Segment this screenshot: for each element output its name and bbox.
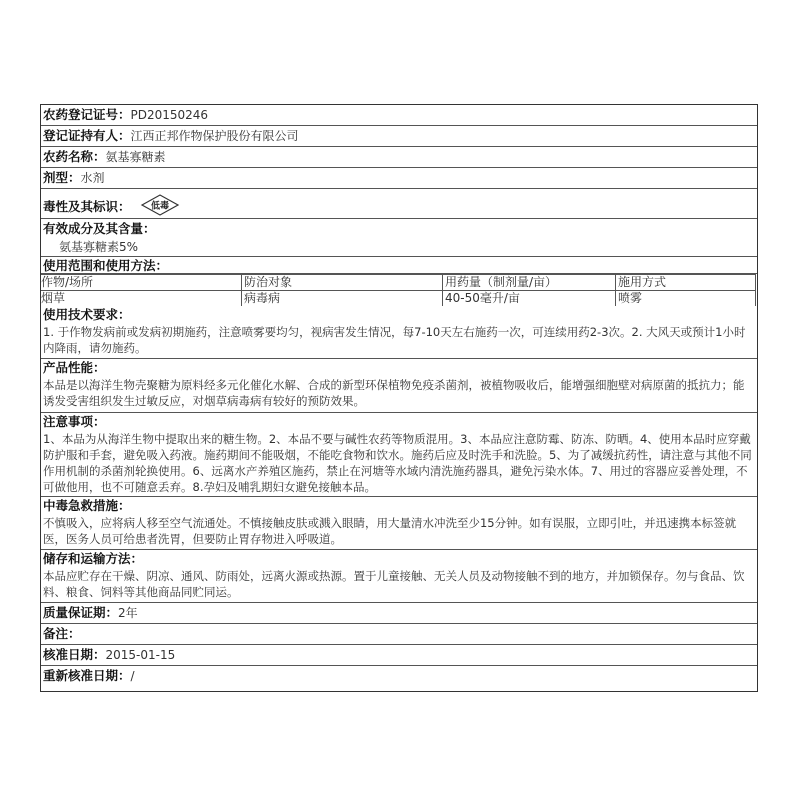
- form-label: 剂型：: [43, 170, 81, 185]
- reapproval-row: [41, 666, 757, 687]
- usage-header-cell: 防治对象: [242, 275, 443, 291]
- reg-no-label: 农药登记证号：: [43, 107, 131, 122]
- remark-row: [41, 624, 757, 645]
- low-toxicity-badge-text: 低毒: [151, 201, 170, 212]
- tech-text: 1. 于作物发病前或发病初期施药，注意喷雾要均匀，视病害发生情况，每7-10天左右施药一次，可连续用药2-3次。2. 大风天或预计1小时内降雨，请勿施药。: [43, 325, 746, 355]
- firstaid-text: 不慎吸入，应将病人移至空气流通处。不慎接触皮肤或溅入眼睛，用大量清水冲洗至少15分钟。如有误服，立即引吐，并迅速携本标签就医，医务人员可给患者洗胃，但要防止胃存物进入呼吸道。: [43, 516, 737, 546]
- ingredient-row: [41, 219, 757, 257]
- usage-table-wrap: [41, 274, 757, 306]
- usage-header-cell: 施用方式: [616, 275, 756, 291]
- approval-label: 核准日期：: [43, 647, 106, 662]
- ingredient-value: 氨基寡糖素5%: [59, 240, 139, 254]
- form-value: 水剂: [80, 171, 105, 185]
- firstaid-label: 中毒急救措施：: [43, 498, 131, 513]
- ingredient-label: 有效成分及其含量：: [43, 221, 156, 236]
- shelf-row: [41, 603, 757, 624]
- reapproval-label: 重新核准日期：: [43, 668, 131, 683]
- performance-label: 产品性能：: [43, 360, 106, 375]
- name-label: 农药名称：: [43, 149, 106, 164]
- usage-table: [41, 274, 756, 306]
- usage-header-row: [41, 275, 756, 291]
- approval-row: [41, 645, 757, 666]
- usage-label-row: [41, 257, 757, 274]
- form-row: [41, 168, 757, 189]
- usage-cell: 40-50毫升/亩: [443, 291, 616, 307]
- name-row: [41, 147, 757, 168]
- notes-label: 注意事项：: [43, 414, 106, 429]
- performance-text: 本品是以海洋生物壳聚糖为原料经多元化催化水解、合成的新型环保植物免疫杀菌剂，被植物吸收后，能增强细胞壁对病原菌的抵抗力；能诱发受害组织发生过敏反应，对烟草病毒病有较好的预防效果。: [43, 378, 745, 408]
- firstaid-section: [41, 497, 757, 550]
- holder-label: 登记证持有人：: [43, 128, 131, 143]
- toxicity-label: 毒性及其标识：: [43, 199, 131, 214]
- table-row: [41, 291, 756, 307]
- notes-text: 1、本品为从海洋生物中提取出来的糖生物。2、本品不要与碱性农药等物质混用。3、本品应注意防霉、防冻、防晒。4、使用本品时应穿戴防护服和手套，避免吸入药液。施药期间不能吸烟，不能吃食物和饮水。施药后应及时洗手和洗脸。5、为了减缓抗药性，请注意与其他不同作用机制的杀菌剂轮换使用。6、远离水产养殖区施药，禁止在河塘等水域内清洗施药器具，避免污染水体。7、用过的容器应妥善处理，不可做他用，也不可随意丢弃。8.孕妇及哺乳期妇女避免接触本品。: [43, 432, 752, 494]
- usage-header-cell: 用药量（制剂量/亩）: [443, 275, 616, 291]
- name-value: 氨基寡糖素: [105, 150, 166, 164]
- storage-section: [41, 550, 757, 603]
- shelf-value: 2年: [118, 606, 138, 620]
- usage-header-cell: 作物/场所: [41, 275, 242, 291]
- low-toxicity-badge-icon: [140, 194, 180, 221]
- reapproval-value: /: [130, 669, 135, 683]
- usage-cell: 病毒病: [242, 291, 443, 307]
- usage-label: 使用范围和使用方法：: [43, 258, 169, 273]
- reg-no-value: PD20150246: [130, 108, 209, 122]
- storage-text: 本品应贮存在干燥、阴凉、通风、防雨处，远离火源或热源。置于儿童接触、无关人员及动物接触不到的地方，并加锁保存。勿与食品、饮料、粮食、饲料等其他商品同贮同运。: [43, 569, 745, 599]
- storage-label: 储存和运输方法：: [43, 551, 144, 566]
- usage-cell: 喷雾: [616, 291, 756, 307]
- usage-cell: 烟草: [41, 291, 242, 307]
- holder-row: [41, 126, 757, 147]
- approval-value: 2015-01-15: [105, 648, 176, 662]
- notes-section: [41, 413, 757, 497]
- toxicity-row: [41, 189, 757, 219]
- shelf-label: 质量保证期：: [43, 605, 119, 620]
- holder-value: 江西正邦作物保护股份有限公司: [130, 129, 299, 143]
- remark-label: 备注：: [43, 626, 81, 641]
- tech-section: [41, 306, 757, 359]
- performance-section: [41, 359, 757, 413]
- tech-label: 使用技术要求：: [43, 307, 131, 322]
- reg-no-row: [41, 105, 757, 126]
- pesticide-registration-sheet: [40, 104, 758, 692]
